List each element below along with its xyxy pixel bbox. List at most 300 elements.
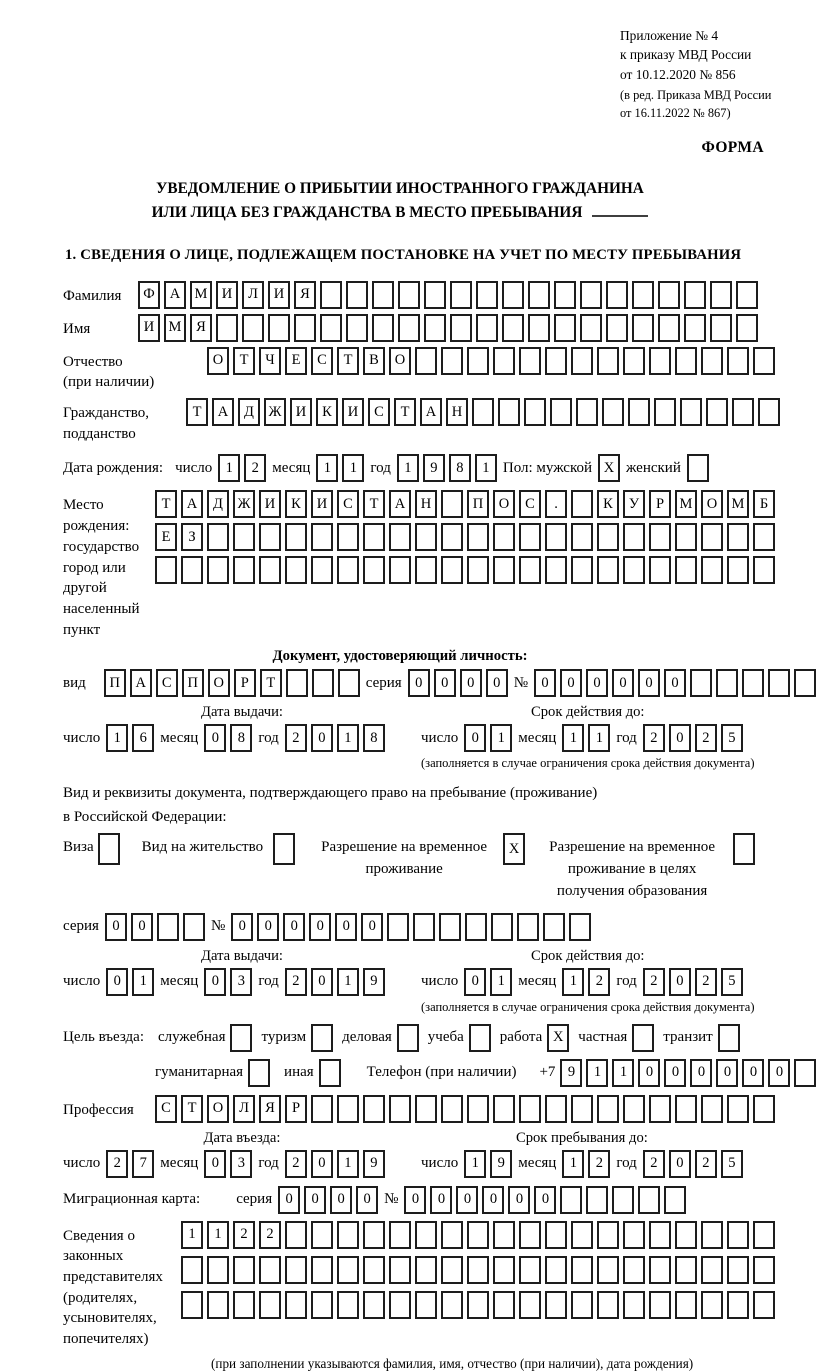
char-cell[interactable]: А [181,490,203,518]
char-cell[interactable]: М [675,490,697,518]
char-cell[interactable] [701,556,723,584]
char-cell[interactable]: К [316,398,338,426]
char-cell[interactable]: И [259,490,281,518]
char-cell[interactable] [467,1291,489,1319]
char-cell[interactable]: 2 [244,454,266,482]
char-cell[interactable] [389,523,411,551]
char-cell[interactable] [398,281,420,309]
char-cell[interactable] [612,1186,634,1214]
char-cell[interactable]: А [389,490,411,518]
char-cell[interactable] [675,1221,697,1249]
char-cell[interactable]: 1 [586,1059,608,1087]
char-cell[interactable] [312,669,334,697]
char-cell[interactable] [753,1095,775,1123]
char-cell[interactable] [363,523,385,551]
char-cell[interactable]: Е [155,523,177,551]
char-cell[interactable]: К [285,490,307,518]
char-cell[interactable] [498,398,520,426]
char-cell[interactable] [545,1256,567,1284]
char-cell[interactable] [216,314,238,342]
char-cell[interactable]: 5 [721,968,743,996]
char-cell[interactable] [658,314,680,342]
char-cell[interactable] [337,1291,359,1319]
char-cell[interactable] [597,556,619,584]
char-cell[interactable]: 0 [311,1150,333,1178]
char-cell[interactable] [597,1256,619,1284]
char-cell[interactable] [649,1095,671,1123]
char-cell[interactable] [690,669,712,697]
char-cell[interactable] [597,1291,619,1319]
char-cell[interactable]: 0 [482,1186,504,1214]
char-cell[interactable] [632,314,654,342]
char-cell[interactable] [649,1221,671,1249]
char-cell[interactable]: 0 [669,1150,691,1178]
char-cell[interactable]: Р [649,490,671,518]
char-cell[interactable] [337,523,359,551]
char-cell[interactable]: 6 [132,724,154,752]
char-cell[interactable] [285,556,307,584]
char-cell[interactable]: Л [233,1095,255,1123]
char-cell[interactable]: 0 [456,1186,478,1214]
char-cell[interactable] [606,314,628,342]
char-cell[interactable] [727,523,749,551]
char-cell[interactable] [554,281,576,309]
char-cell[interactable]: Д [238,398,260,426]
char-cell[interactable]: 0 [231,913,253,941]
char-cell[interactable] [207,556,229,584]
char-cell[interactable] [207,1256,229,1284]
char-cell[interactable]: О [389,347,411,375]
char-cell[interactable]: 1 [316,454,338,482]
char-cell[interactable] [181,1256,203,1284]
char-cell[interactable]: 0 [464,968,486,996]
char-cell[interactable] [658,281,680,309]
char-cell[interactable]: 2 [643,968,665,996]
char-cell[interactable]: 0 [486,669,508,697]
char-cell[interactable] [545,347,567,375]
char-cell[interactable]: 0 [612,669,634,697]
char-cell[interactable]: А [420,398,442,426]
char-cell[interactable] [597,523,619,551]
char-cell[interactable]: П [182,669,204,697]
char-cell[interactable] [519,1221,541,1249]
char-cell[interactable]: 1 [207,1221,229,1249]
char-cell[interactable]: 0 [638,1059,660,1087]
char-cell[interactable]: 0 [534,1186,556,1214]
char-cell[interactable] [571,1095,593,1123]
char-cell[interactable] [363,1095,385,1123]
char-cell[interactable] [675,523,697,551]
char-cell[interactable]: 3 [230,1150,252,1178]
char-cell[interactable] [649,1256,671,1284]
char-cell[interactable]: 2 [643,724,665,752]
char-cell[interactable]: Т [394,398,416,426]
char-cell[interactable] [623,1291,645,1319]
char-cell[interactable] [157,913,179,941]
char-cell[interactable] [606,281,628,309]
char-cell[interactable]: 1 [337,724,359,752]
temp-residence-checkbox[interactable]: X [503,833,525,865]
char-cell[interactable]: 0 [430,1186,452,1214]
char-cell[interactable] [441,556,463,584]
char-cell[interactable] [424,281,446,309]
char-cell[interactable] [502,281,524,309]
char-cell[interactable] [675,1095,697,1123]
char-cell[interactable] [415,1291,437,1319]
char-cell[interactable]: 1 [490,724,512,752]
char-cell[interactable]: 0 [669,724,691,752]
char-cell[interactable]: А [212,398,234,426]
char-cell[interactable]: 1 [397,454,419,482]
char-cell[interactable]: К [597,490,619,518]
char-cell[interactable] [415,1221,437,1249]
char-cell[interactable]: 0 [408,669,430,697]
char-cell[interactable] [528,314,550,342]
char-cell[interactable]: Ж [264,398,286,426]
char-cell[interactable]: 9 [490,1150,512,1178]
char-cell[interactable] [519,1095,541,1123]
char-cell[interactable] [569,913,591,941]
char-cell[interactable] [285,523,307,551]
char-cell[interactable]: О [207,1095,229,1123]
char-cell[interactable]: 2 [588,968,610,996]
char-cell[interactable] [664,1186,686,1214]
char-cell[interactable] [259,523,281,551]
char-cell[interactable] [768,669,790,697]
char-cell[interactable] [638,1186,660,1214]
char-cell[interactable] [389,556,411,584]
char-cell[interactable] [465,913,487,941]
char-cell[interactable]: 0 [204,968,226,996]
char-cell[interactable]: Ч [259,347,281,375]
char-cell[interactable] [233,556,255,584]
char-cell[interactable]: 0 [464,724,486,752]
char-cell[interactable]: 2 [588,1150,610,1178]
char-cell[interactable] [441,490,463,518]
char-cell[interactable]: 1 [132,968,154,996]
char-cell[interactable] [710,314,732,342]
char-cell[interactable]: 0 [742,1059,764,1087]
char-cell[interactable] [233,1256,255,1284]
char-cell[interactable] [586,1186,608,1214]
char-cell[interactable] [519,523,541,551]
char-cell[interactable]: 0 [131,913,153,941]
char-cell[interactable] [476,314,498,342]
char-cell[interactable] [467,347,489,375]
char-cell[interactable] [519,1256,541,1284]
char-cell[interactable]: 1 [612,1059,634,1087]
char-cell[interactable] [727,1291,749,1319]
char-cell[interactable] [337,1095,359,1123]
char-cell[interactable]: 1 [490,968,512,996]
char-cell[interactable]: 1 [106,724,128,752]
char-cell[interactable] [680,398,702,426]
char-cell[interactable]: 0 [309,913,331,941]
char-cell[interactable] [550,398,572,426]
char-cell[interactable]: С [519,490,541,518]
char-cell[interactable]: 1 [464,1150,486,1178]
char-cell[interactable]: 0 [664,1059,686,1087]
char-cell[interactable] [441,1256,463,1284]
char-cell[interactable]: 0 [204,724,226,752]
char-cell[interactable]: 1 [562,968,584,996]
char-cell[interactable]: С [155,1095,177,1123]
char-cell[interactable] [571,1256,593,1284]
char-cell[interactable]: 1 [181,1221,203,1249]
char-cell[interactable]: С [311,347,333,375]
purpose-other-checkbox[interactable] [319,1059,341,1087]
char-cell[interactable] [311,523,333,551]
char-cell[interactable] [701,347,723,375]
char-cell[interactable]: Т [260,669,282,697]
char-cell[interactable] [183,913,205,941]
char-cell[interactable]: И [342,398,364,426]
char-cell[interactable]: 9 [560,1059,582,1087]
char-cell[interactable] [753,556,775,584]
char-cell[interactable]: 2 [285,1150,307,1178]
char-cell[interactable] [363,1221,385,1249]
char-cell[interactable] [259,1256,281,1284]
char-cell[interactable] [545,1095,567,1123]
char-cell[interactable] [736,281,758,309]
char-cell[interactable] [441,1095,463,1123]
char-cell[interactable] [571,1221,593,1249]
char-cell[interactable]: Т [186,398,208,426]
temp-residence-edu-checkbox[interactable] [733,833,755,865]
char-cell[interactable] [311,556,333,584]
char-cell[interactable] [415,1256,437,1284]
char-cell[interactable]: 1 [562,724,584,752]
char-cell[interactable] [675,1291,697,1319]
char-cell[interactable] [311,1095,333,1123]
char-cell[interactable]: 0 [460,669,482,697]
char-cell[interactable]: С [368,398,390,426]
char-cell[interactable]: 0 [106,968,128,996]
char-cell[interactable]: 5 [721,724,743,752]
char-cell[interactable]: 2 [695,1150,717,1178]
char-cell[interactable] [372,314,394,342]
char-cell[interactable] [493,523,515,551]
char-cell[interactable] [701,1256,723,1284]
char-cell[interactable] [320,281,342,309]
char-cell[interactable] [502,314,524,342]
char-cell[interactable]: 9 [423,454,445,482]
char-cell[interactable] [524,398,546,426]
char-cell[interactable]: Р [285,1095,307,1123]
char-cell[interactable] [415,523,437,551]
char-cell[interactable] [580,314,602,342]
char-cell[interactable] [493,347,515,375]
char-cell[interactable]: 3 [230,968,252,996]
char-cell[interactable] [684,314,706,342]
purpose-official-checkbox[interactable] [230,1024,252,1052]
char-cell[interactable] [441,523,463,551]
char-cell[interactable] [758,398,780,426]
char-cell[interactable] [259,1291,281,1319]
char-cell[interactable] [476,281,498,309]
char-cell[interactable] [675,1256,697,1284]
char-cell[interactable] [363,1256,385,1284]
char-cell[interactable] [363,1291,385,1319]
char-cell[interactable] [363,556,385,584]
char-cell[interactable] [346,314,368,342]
char-cell[interactable]: А [164,281,186,309]
char-cell[interactable]: 0 [404,1186,426,1214]
char-cell[interactable]: П [467,490,489,518]
char-cell[interactable] [753,1291,775,1319]
char-cell[interactable] [727,1256,749,1284]
char-cell[interactable]: С [337,490,359,518]
char-cell[interactable] [337,1221,359,1249]
char-cell[interactable] [571,556,593,584]
char-cell[interactable] [571,490,593,518]
purpose-work-checkbox[interactable]: X [547,1024,569,1052]
char-cell[interactable] [493,1095,515,1123]
char-cell[interactable] [472,398,494,426]
purpose-business-checkbox[interactable] [397,1024,419,1052]
char-cell[interactable] [389,1256,411,1284]
char-cell[interactable]: М [727,490,749,518]
char-cell[interactable] [181,556,203,584]
visa-checkbox[interactable] [98,833,120,865]
char-cell[interactable]: 2 [695,724,717,752]
char-cell[interactable] [543,913,565,941]
char-cell[interactable] [554,314,576,342]
char-cell[interactable] [623,1256,645,1284]
char-cell[interactable]: М [190,281,212,309]
char-cell[interactable] [259,556,281,584]
char-cell[interactable] [701,1291,723,1319]
char-cell[interactable] [491,913,513,941]
char-cell[interactable] [268,314,290,342]
purpose-tourism-checkbox[interactable] [311,1024,333,1052]
char-cell[interactable]: 0 [664,669,686,697]
char-cell[interactable] [727,1095,749,1123]
char-cell[interactable] [415,1095,437,1123]
char-cell[interactable] [519,1291,541,1319]
char-cell[interactable] [207,1291,229,1319]
char-cell[interactable]: 9 [363,968,385,996]
char-cell[interactable] [389,1095,411,1123]
char-cell[interactable] [441,1221,463,1249]
char-cell[interactable]: 0 [356,1186,378,1214]
char-cell[interactable] [398,314,420,342]
char-cell[interactable] [450,314,472,342]
char-cell[interactable]: 0 [768,1059,790,1087]
char-cell[interactable] [716,669,738,697]
char-cell[interactable]: 0 [638,669,660,697]
char-cell[interactable]: Ж [233,490,255,518]
char-cell[interactable] [649,1291,671,1319]
char-cell[interactable] [389,1291,411,1319]
char-cell[interactable]: 1 [342,454,364,482]
char-cell[interactable] [467,1256,489,1284]
purpose-private-checkbox[interactable] [632,1024,654,1052]
char-cell[interactable] [415,556,437,584]
char-cell[interactable] [311,1291,333,1319]
char-cell[interactable]: 0 [278,1186,300,1214]
char-cell[interactable]: 0 [508,1186,530,1214]
char-cell[interactable] [493,1256,515,1284]
char-cell[interactable]: И [138,314,160,342]
char-cell[interactable]: В [363,347,385,375]
char-cell[interactable] [294,314,316,342]
char-cell[interactable] [346,281,368,309]
char-cell[interactable]: Е [285,347,307,375]
char-cell[interactable] [233,1291,255,1319]
char-cell[interactable]: Л [242,281,264,309]
char-cell[interactable] [441,1291,463,1319]
char-cell[interactable]: З [181,523,203,551]
char-cell[interactable] [415,347,437,375]
char-cell[interactable]: 0 [283,913,305,941]
char-cell[interactable] [519,347,541,375]
char-cell[interactable] [794,669,816,697]
char-cell[interactable]: У [623,490,645,518]
char-cell[interactable]: О [701,490,723,518]
residence-permit-checkbox[interactable] [273,833,295,865]
char-cell[interactable] [576,398,598,426]
char-cell[interactable] [424,314,446,342]
char-cell[interactable]: 1 [562,1150,584,1178]
char-cell[interactable] [560,1186,582,1214]
char-cell[interactable] [337,556,359,584]
char-cell[interactable] [311,1221,333,1249]
char-cell[interactable]: 0 [304,1186,326,1214]
char-cell[interactable] [571,1291,593,1319]
char-cell[interactable] [571,347,593,375]
char-cell[interactable] [242,314,264,342]
char-cell[interactable] [571,523,593,551]
char-cell[interactable] [338,669,360,697]
char-cell[interactable] [545,556,567,584]
char-cell[interactable]: И [216,281,238,309]
char-cell[interactable] [545,1291,567,1319]
char-cell[interactable]: 0 [361,913,383,941]
char-cell[interactable]: Я [294,281,316,309]
char-cell[interactable] [467,523,489,551]
char-cell[interactable] [337,1256,359,1284]
char-cell[interactable]: 0 [335,913,357,941]
char-cell[interactable]: 1 [337,968,359,996]
char-cell[interactable] [517,913,539,941]
char-cell[interactable] [493,1291,515,1319]
char-cell[interactable] [285,1256,307,1284]
char-cell[interactable]: 0 [434,669,456,697]
purpose-humanitarian-checkbox[interactable] [248,1059,270,1087]
char-cell[interactable]: Т [233,347,255,375]
char-cell[interactable]: 0 [586,669,608,697]
char-cell[interactable]: 2 [233,1221,255,1249]
char-cell[interactable]: О [208,669,230,697]
char-cell[interactable] [320,314,342,342]
char-cell[interactable]: 0 [257,913,279,941]
char-cell[interactable] [493,1221,515,1249]
char-cell[interactable]: И [290,398,312,426]
char-cell[interactable] [207,523,229,551]
char-cell[interactable] [413,913,435,941]
char-cell[interactable] [675,556,697,584]
char-cell[interactable]: 8 [363,724,385,752]
char-cell[interactable] [753,347,775,375]
char-cell[interactable]: 2 [259,1221,281,1249]
purpose-study-checkbox[interactable] [469,1024,491,1052]
char-cell[interactable] [155,556,177,584]
char-cell[interactable] [742,669,764,697]
char-cell[interactable]: Т [155,490,177,518]
char-cell[interactable]: А [130,669,152,697]
char-cell[interactable] [450,281,472,309]
